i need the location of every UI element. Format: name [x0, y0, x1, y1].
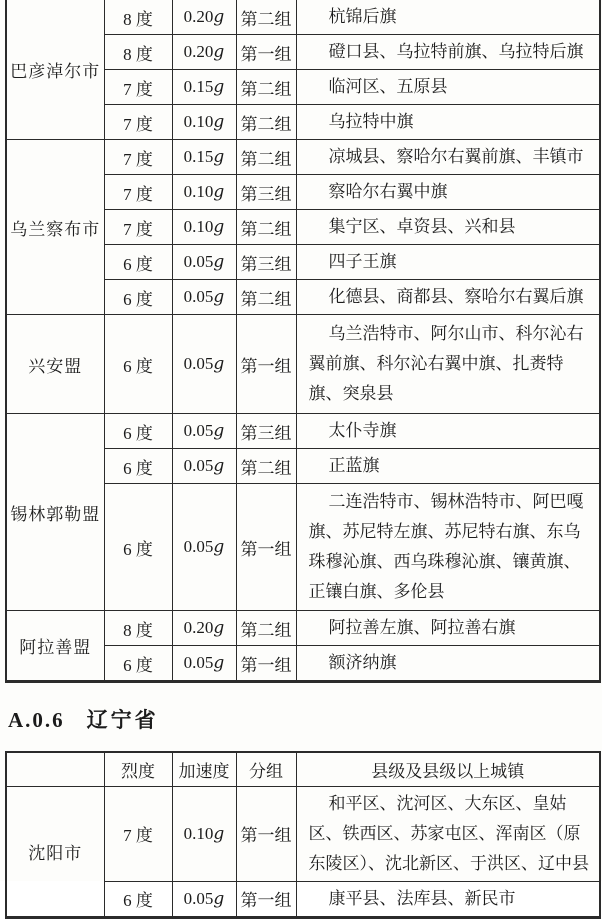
towns-cell: 集宁区、卓资县、兴和县 — [296, 210, 600, 245]
intensity-header-cell: 烈度 — [104, 752, 172, 786]
city-cell: 乌兰察布市 — [6, 140, 104, 315]
group-cell: 第二组 — [236, 140, 296, 175]
towns-cell: 察哈尔右翼中旗 — [296, 175, 600, 210]
city-cell: 巴彦淖尔市 — [6, 0, 104, 140]
towns-cell: 额济纳旗 — [296, 646, 600, 682]
accel-value: 0.05 — [183, 653, 214, 672]
accel-value: 0.05 — [183, 252, 214, 271]
accel-unit: g — [213, 77, 225, 97]
intensity-cell: 7 度 — [104, 210, 172, 245]
intensity-cell: 6 度 — [104, 484, 172, 611]
intensity-cell: 7 度 — [104, 786, 172, 881]
accel-value: 0.15 — [183, 77, 214, 96]
accel-unit: g — [213, 537, 225, 557]
acceleration-header-cell: 加速度 — [172, 752, 236, 786]
section-title: 辽宁省 — [86, 708, 159, 732]
acceleration-cell — [172, 611, 236, 646]
section-number: A.0.6 — [8, 708, 65, 732]
group-cell: 第二组 — [236, 449, 296, 484]
accel-unit: g — [213, 252, 225, 272]
group-cell: 第三组 — [236, 245, 296, 280]
accel-unit: g — [213, 182, 225, 202]
accel-unit: g — [213, 653, 225, 673]
acceleration-cell — [172, 881, 236, 917]
acceleration-cell — [172, 484, 236, 611]
table-liaoning — [5, 751, 601, 919]
table-header-row — [6, 752, 600, 786]
group-cell: 第二组 — [236, 70, 296, 105]
table-row — [6, 786, 600, 881]
group-cell: 第一组 — [236, 646, 296, 682]
intensity-cell: 8 度 — [104, 0, 172, 35]
accel-value: 0.05 — [183, 888, 214, 908]
accel-unit: g — [213, 147, 225, 167]
accel-unit: g — [213, 42, 225, 62]
intensity-cell: 6 度 — [104, 881, 172, 917]
acceleration-cell — [172, 0, 236, 35]
accel-value: 0.10 — [183, 823, 214, 843]
acceleration-cell — [172, 175, 236, 210]
towns-cell: 临河区、五原县 — [296, 70, 600, 105]
group-cell: 第一组 — [236, 484, 296, 611]
accel-unit: g — [213, 112, 225, 132]
towns-cell: 乌兰浩特市、阿尔山市、科尔沁右翼前旗、科尔沁右翼中旗、扎赉特旗、突泉县 — [296, 315, 600, 414]
acceleration-cell — [172, 70, 236, 105]
group-cell: 第一组 — [236, 35, 296, 70]
accel-unit: g — [213, 217, 225, 237]
city-cell: 阿拉善盟 — [6, 611, 104, 682]
group-cell: 第一组 — [236, 315, 296, 414]
group-cell: 第二组 — [236, 105, 296, 140]
intensity-cell: 8 度 — [104, 611, 172, 646]
accel-unit: g — [213, 421, 225, 441]
towns-cell: 凉城县、察哈尔右翼前旗、丰镇市 — [296, 140, 600, 175]
accel-value: 0.10 — [183, 217, 214, 236]
accel-value: 0.20 — [183, 7, 214, 26]
towns-header-cell: 县级及县级以上城镇 — [296, 752, 600, 786]
group-cell: 第三组 — [236, 414, 296, 449]
intensity-cell: 6 度 — [104, 646, 172, 682]
acceleration-cell — [172, 414, 236, 449]
intensity-cell: 7 度 — [104, 70, 172, 105]
acceleration-cell — [172, 105, 236, 140]
intensity-cell: 6 度 — [104, 449, 172, 484]
acceleration-cell — [172, 786, 236, 881]
intensity-cell: 6 度 — [104, 245, 172, 280]
table-row — [6, 611, 600, 646]
acceleration-cell — [172, 280, 236, 315]
acceleration-cell — [172, 449, 236, 484]
intensity-cell: 6 度 — [104, 315, 172, 414]
towns-cell: 四子王旗 — [296, 245, 600, 280]
city-cell: 兴安盟 — [6, 315, 104, 414]
group-cell: 第一组 — [236, 786, 296, 881]
towns-cell: 杭锦后旗 — [296, 0, 600, 35]
table-inner-mongolia-continued — [5, 0, 601, 683]
accel-value: 0.05 — [183, 287, 214, 306]
group-cell: 第一组 — [236, 881, 296, 917]
accel-unit: g — [213, 823, 225, 844]
table-row — [6, 0, 600, 35]
group-cell: 第二组 — [236, 611, 296, 646]
acceleration-cell — [172, 646, 236, 682]
accel-unit: g — [213, 618, 225, 638]
city-header-cell — [6, 752, 104, 786]
accel-value: 0.20 — [183, 618, 214, 637]
towns-cell: 正蓝旗 — [296, 449, 600, 484]
accel-value: 0.10 — [183, 112, 214, 131]
table-row — [6, 315, 600, 414]
accel-value: 0.05 — [183, 421, 214, 440]
acceleration-cell — [172, 35, 236, 70]
group-cell: 第三组 — [236, 175, 296, 210]
intensity-cell: 8 度 — [104, 35, 172, 70]
accel-unit: g — [213, 7, 225, 27]
towns-cell: 康平县、法库县、新民市 — [296, 881, 600, 917]
acceleration-cell — [172, 245, 236, 280]
accel-unit: g — [213, 888, 225, 909]
acceleration-cell — [172, 210, 236, 245]
group-header-cell: 分组 — [236, 752, 296, 786]
towns-cell: 阿拉善左旗、阿拉善右旗 — [296, 611, 600, 646]
accel-value: 0.15 — [183, 147, 214, 166]
towns-cell: 化德县、商都县、察哈尔右翼后旗 — [296, 280, 600, 315]
towns-cell: 磴口县、乌拉特前旗、乌拉特后旗 — [296, 35, 600, 70]
city-cell: 锡林郭勒盟 — [6, 414, 104, 611]
intensity-cell: 6 度 — [104, 414, 172, 449]
acceleration-cell — [172, 140, 236, 175]
section-heading-a06 — [8, 705, 602, 737]
accel-value: 0.10 — [183, 182, 214, 201]
intensity-cell: 7 度 — [104, 105, 172, 140]
accel-unit: g — [213, 287, 225, 307]
accel-value: 0.20 — [183, 42, 214, 61]
towns-cell: 二连浩特市、锡林浩特市、阿巴嘎旗、苏尼特左旗、苏尼特右旗、东乌珠穆沁旗、西乌珠穆沁旗、镶黄旗、正镶白旗、多伦县 — [296, 484, 600, 611]
accel-unit: g — [213, 456, 225, 476]
intensity-cell: 7 度 — [104, 140, 172, 175]
towns-cell: 和平区、沈河区、大东区、皇姑区、铁西区、苏家屯区、浑南区（原东陵区）、沈北新区、于洪区、辽中县 — [296, 786, 600, 881]
intensity-cell: 6 度 — [104, 280, 172, 315]
accel-value: 0.05 — [183, 537, 214, 556]
accel-unit: g — [213, 354, 225, 374]
intensity-cell: 7 度 — [104, 175, 172, 210]
group-cell: 第二组 — [236, 280, 296, 315]
group-cell: 第二组 — [236, 210, 296, 245]
towns-cell: 乌拉特中旗 — [296, 105, 600, 140]
city-cell: 沈阳市 — [6, 786, 104, 917]
accel-value: 0.05 — [183, 456, 214, 475]
acceleration-cell — [172, 315, 236, 414]
accel-value: 0.05 — [183, 354, 214, 373]
towns-cell: 太仆寺旗 — [296, 414, 600, 449]
table-row — [6, 140, 600, 175]
group-cell: 第二组 — [236, 0, 296, 35]
table-row — [6, 414, 600, 449]
